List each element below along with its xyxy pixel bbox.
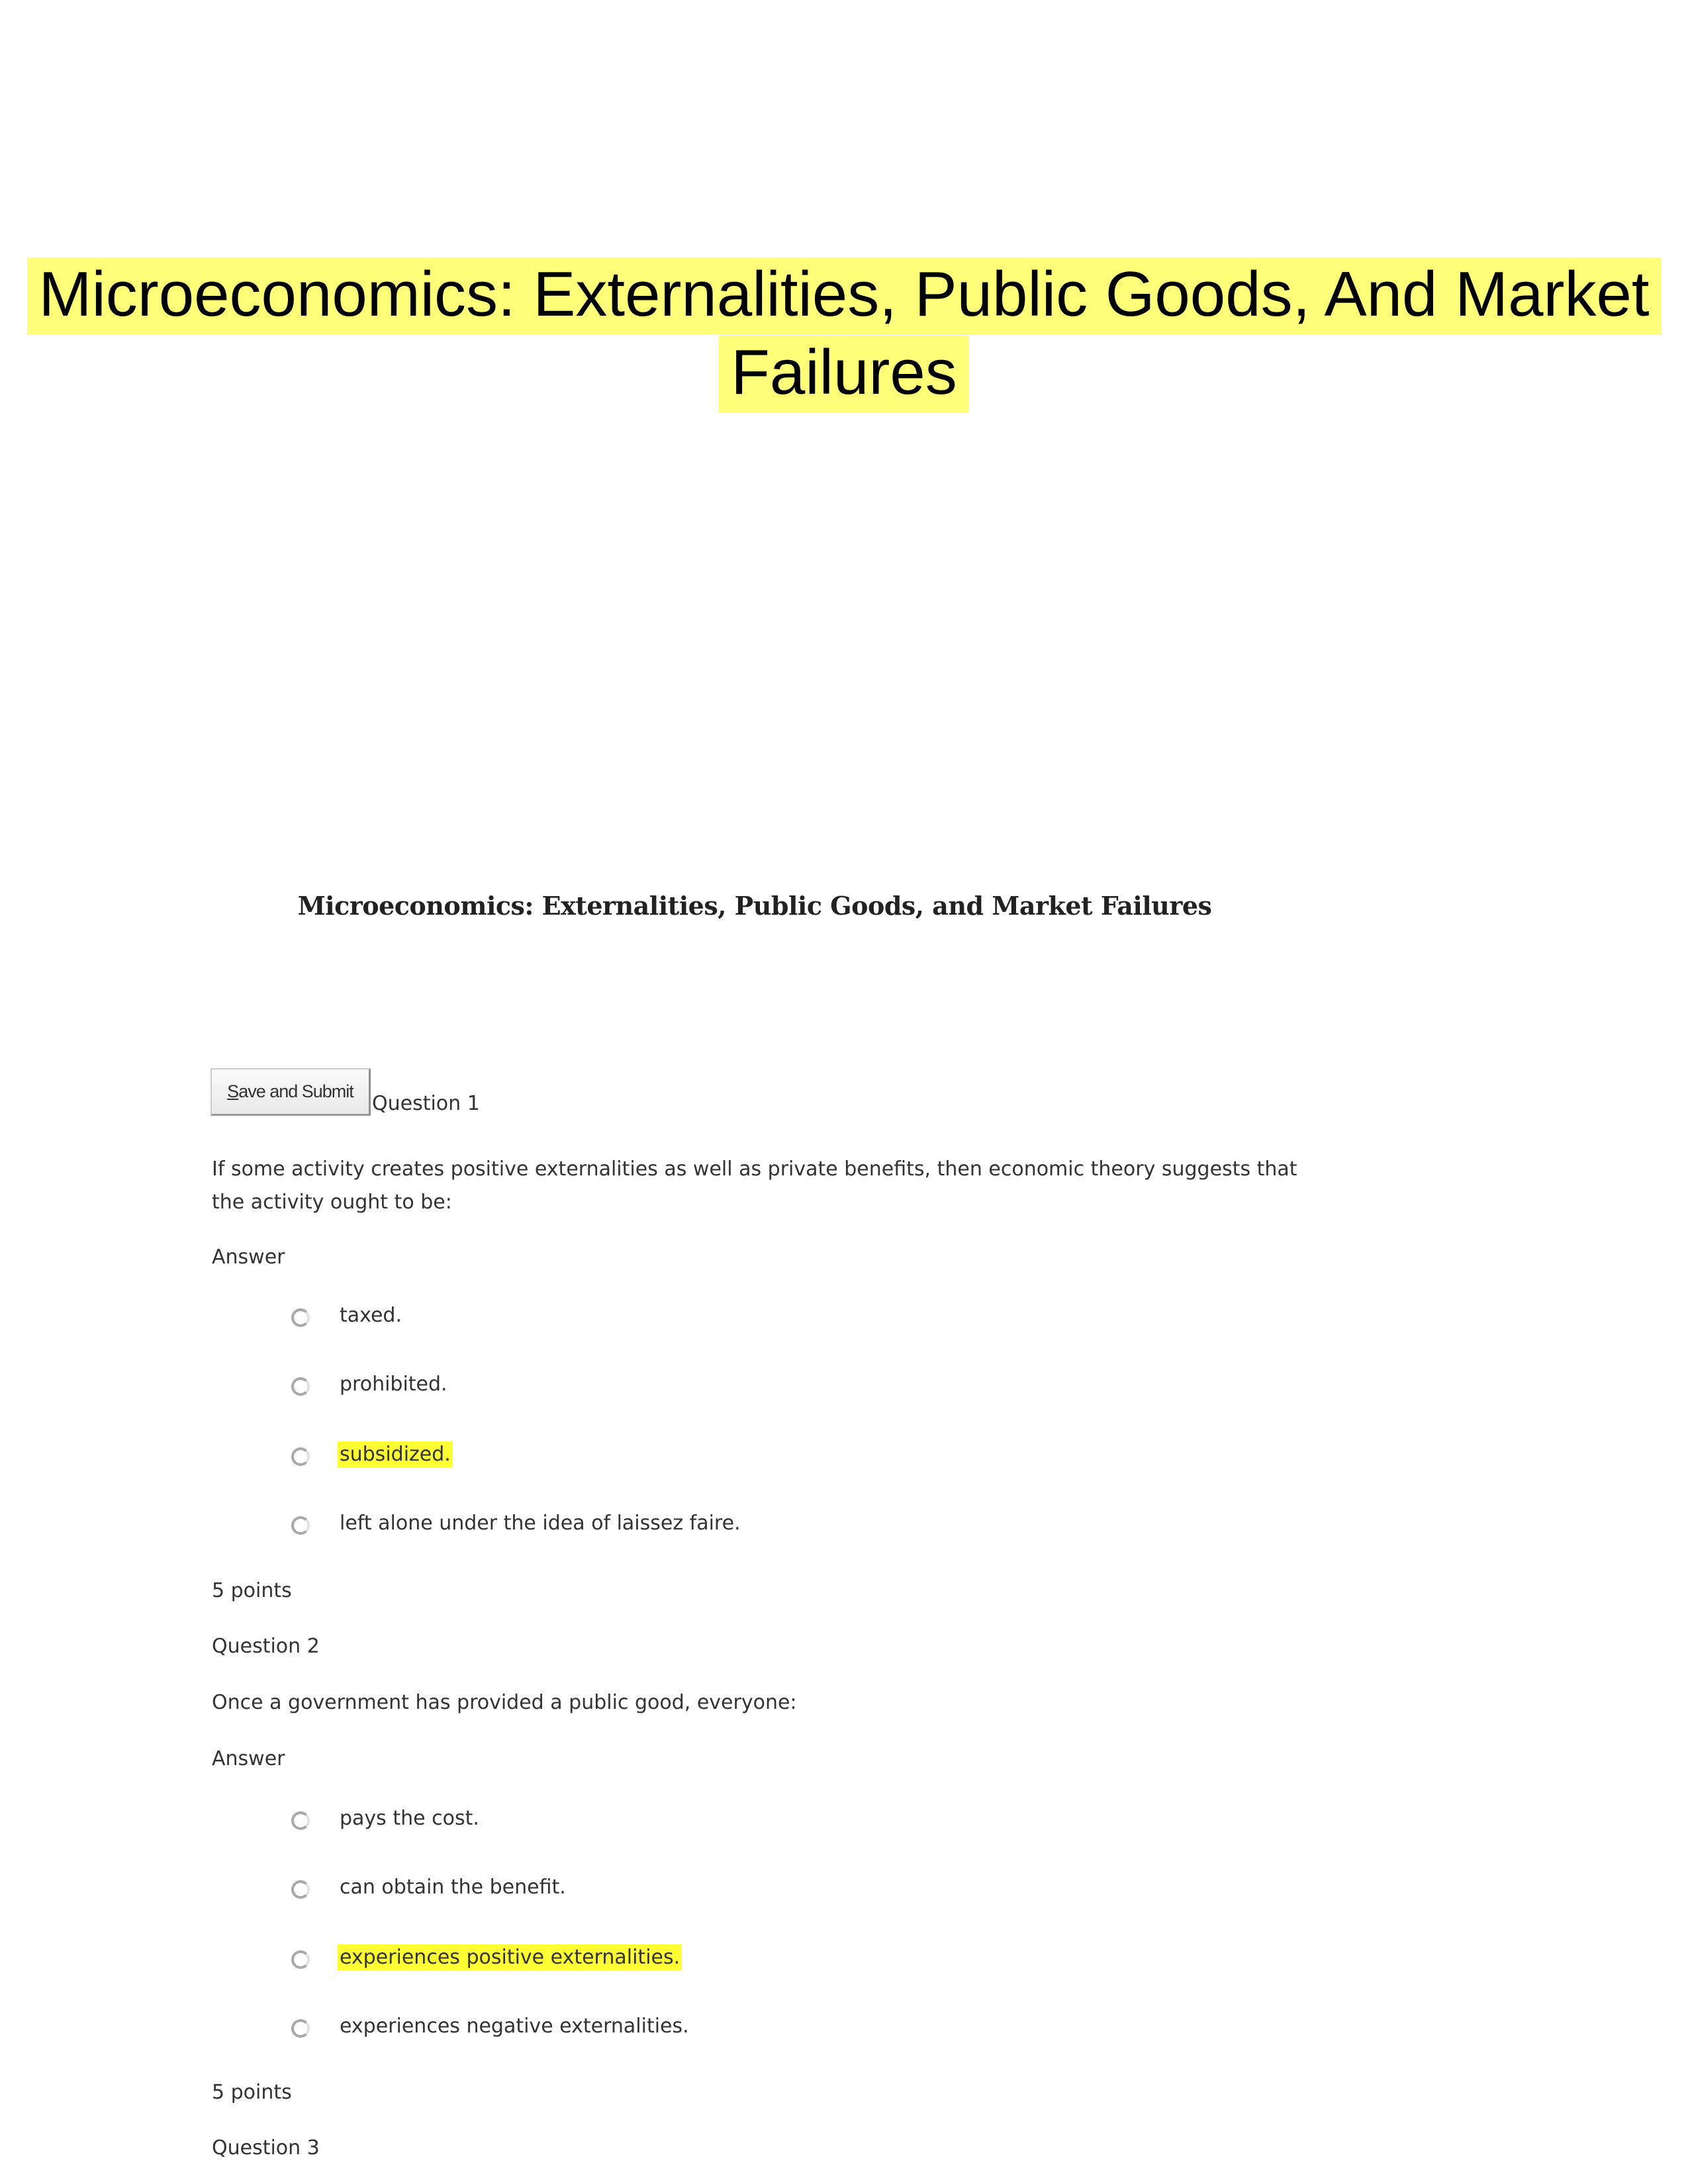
- question-2-option-2[interactable]: [291, 1870, 568, 1903]
- question-2-option-1[interactable]: [291, 1801, 481, 1835]
- question-2-text: Once a government has provided a public good, everyone:: [212, 1691, 797, 1714]
- question-2-option-4[interactable]: [291, 2009, 691, 2042]
- radio-button[interactable]: [291, 1447, 310, 1466]
- save-button-accesskey: S: [227, 1081, 239, 1101]
- question-1-points: 5 points: [212, 1579, 292, 1602]
- page-title: Microeconomics: Externalities, Public Goods, And Market Failures: [27, 257, 1662, 413]
- option-label: experiences negative externalities.: [340, 2014, 689, 2038]
- radio-button[interactable]: [291, 2019, 310, 2038]
- radio-button[interactable]: [291, 1308, 310, 1327]
- radio-button[interactable]: [291, 1950, 310, 1969]
- question-1-answer-label: Answer: [212, 1246, 285, 1269]
- option-label: prohibited.: [340, 1372, 447, 1396]
- question-1-text: If some activity creates positive externalities as well as private benefits, then economic theory suggests that the activity ought to be:: [212, 1158, 1297, 1214]
- radio-button[interactable]: [291, 1516, 310, 1535]
- page-title-container: [0, 255, 1688, 412]
- option-label-highlighted: subsidized.: [338, 1441, 453, 1467]
- question-2-heading: Question 2: [212, 1635, 320, 1658]
- save-and-submit-button[interactable]: [211, 1068, 371, 1116]
- question-1-option-1[interactable]: [291, 1298, 404, 1332]
- radio-button[interactable]: [291, 1880, 310, 1899]
- question-1-option-3[interactable]: [291, 1437, 453, 1471]
- question-2-answer-label: Answer: [212, 1747, 285, 1770]
- inner-title-text: Microeconomics: Externalities, Public Goods, and Market Failures: [297, 891, 1212, 921]
- question-3-heading: Question 3: [212, 2136, 320, 2160]
- question-2-option-3[interactable]: [291, 1940, 682, 1974]
- option-label: pays the cost.: [340, 1806, 479, 1830]
- option-label-highlighted: experiences positive externalities.: [338, 1944, 682, 1970]
- option-label: taxed.: [340, 1303, 402, 1327]
- save-button-label: ave and Submit: [238, 1081, 353, 1101]
- question-1-heading: Question 1: [372, 1092, 480, 1115]
- option-label: left alone under the idea of laissez faire.: [340, 1511, 741, 1535]
- radio-button[interactable]: [291, 1811, 310, 1830]
- question-1-option-4[interactable]: [291, 1506, 743, 1539]
- option-label: can obtain the benefit.: [340, 1875, 566, 1899]
- question-1-option-2[interactable]: [291, 1367, 449, 1400]
- inner-title: [0, 891, 1688, 921]
- radio-button[interactable]: [291, 1377, 310, 1396]
- question-2-points: 5 points: [212, 2081, 292, 2104]
